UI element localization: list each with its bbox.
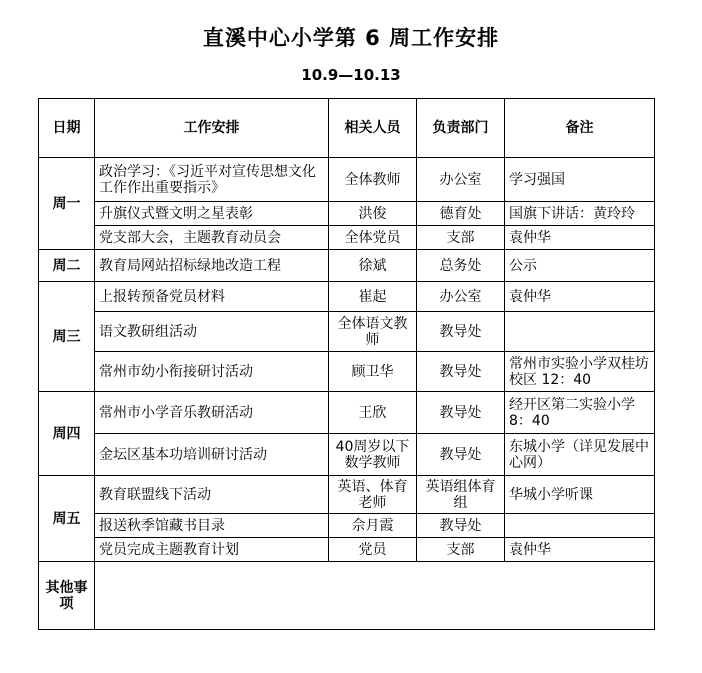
dept-cell: 英语组体育组: [417, 476, 505, 514]
note-cell: 学习强国: [505, 158, 655, 202]
table-row: [39, 312, 655, 352]
task-cell: 教育联盟线下活动: [95, 476, 329, 514]
dept-cell: 总务处: [417, 250, 505, 282]
people-cell: 顾卫华: [329, 352, 417, 392]
dept-cell: 支部: [417, 226, 505, 250]
day-label: 周二: [39, 250, 95, 282]
task-cell: 升旗仪式暨文明之星表彰: [95, 202, 329, 226]
schedule-table: [38, 98, 655, 630]
people-cell: 英语、体育老师: [329, 476, 417, 514]
task-cell: 上报转预备党员材料: [95, 282, 329, 312]
people-cell: 全体语文教师: [329, 312, 417, 352]
task-cell: 报送秋季馆藏书目录: [95, 514, 329, 538]
date-range: 10.9—10.13: [301, 66, 401, 84]
table-row: [39, 476, 655, 514]
day-label: 周四: [39, 392, 95, 476]
day-label: 周五: [39, 476, 95, 562]
day-label: 周三: [39, 282, 95, 392]
task-cell: 语文教研组活动: [95, 312, 329, 352]
note-cell: 袁仲华: [505, 226, 655, 250]
table-row: [39, 250, 655, 282]
header-note: 备注: [505, 99, 655, 158]
note-cell: 公示: [505, 250, 655, 282]
note-cell: 常州市实验小学双桂坊校区 12：40: [505, 352, 655, 392]
task-cell: 党员完成主题教育计划: [95, 538, 329, 562]
table-row: [39, 352, 655, 392]
task-cell: 教育局网站招标绿地改造工程: [95, 250, 329, 282]
people-cell: 崔起: [329, 282, 417, 312]
dept-cell: 教导处: [417, 434, 505, 476]
other-label: 其他事项: [39, 562, 95, 630]
page-title: 直溪中心小学第 6 周工作安排: [202, 26, 500, 50]
note-cell: 袁仲华: [505, 538, 655, 562]
table-row: [39, 158, 655, 202]
people-cell: 徐斌: [329, 250, 417, 282]
dept-cell: 教导处: [417, 312, 505, 352]
table-row: [39, 514, 655, 538]
note-cell: 袁仲华: [505, 282, 655, 312]
task-cell: 政治学习：《习近平对宣传思想文化工作作出重要指示》: [95, 158, 329, 202]
dept-cell: 德育处: [417, 202, 505, 226]
dept-cell: 教导处: [417, 392, 505, 434]
note-cell: [505, 312, 655, 352]
people-cell: 全体教师: [329, 158, 417, 202]
header-people: 相关人员: [329, 99, 417, 158]
day-label: 周一: [39, 158, 95, 250]
people-cell: 全体党员: [329, 226, 417, 250]
task-cell: 常州市幼小衔接研讨活动: [95, 352, 329, 392]
dept-cell: 办公室: [417, 282, 505, 312]
task-cell: 党支部大会，主题教育动员会: [95, 226, 329, 250]
note-cell: 华城小学听课: [505, 476, 655, 514]
dept-cell: 支部: [417, 538, 505, 562]
table-row: [39, 392, 655, 434]
note-cell: 国旗下讲话：黄玲玲: [505, 202, 655, 226]
task-cell: 常州市小学音乐教研活动: [95, 392, 329, 434]
table-row: [39, 282, 655, 312]
note-cell: [505, 514, 655, 538]
table-row: [39, 434, 655, 476]
header-row: [39, 99, 655, 158]
note-cell: 经开区第二实验小学 8：40: [505, 392, 655, 434]
table-row: [39, 226, 655, 250]
header-day: 日期: [39, 99, 95, 158]
people-cell: 佘月霞: [329, 514, 417, 538]
header-dept: 负责部门: [417, 99, 505, 158]
note-cell: 东城小学（详见发展中心网）: [505, 434, 655, 476]
people-cell: 洪俊: [329, 202, 417, 226]
dept-cell: 办公室: [417, 158, 505, 202]
people-cell: 40周岁以下数学教师: [329, 434, 417, 476]
people-cell: 党员: [329, 538, 417, 562]
dept-cell: 教导处: [417, 514, 505, 538]
table-row: [39, 538, 655, 562]
task-cell: 金坛区基本功培训研讨活动: [95, 434, 329, 476]
people-cell: 王欣: [329, 392, 417, 434]
header-task: 工作安排: [95, 99, 329, 158]
dept-cell: 教导处: [417, 352, 505, 392]
other-content: [95, 562, 655, 630]
table-row: [39, 202, 655, 226]
other-row: [39, 562, 655, 630]
